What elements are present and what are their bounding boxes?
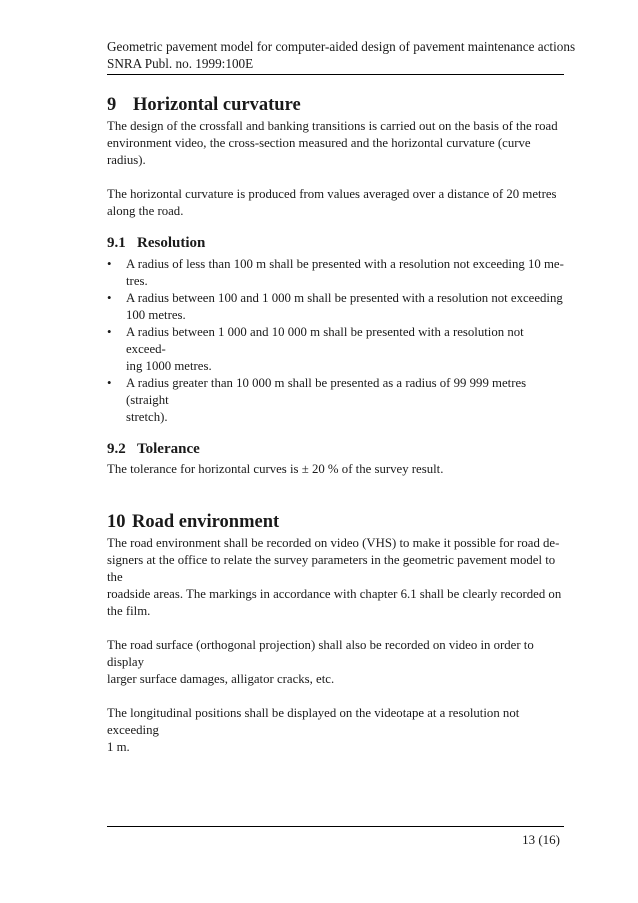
running-header <box>107 38 576 75</box>
text-line: tres. <box>126 274 148 288</box>
text-line: A radius greater than 10 000 m shall be presented as a radius of 99 999 metres (straight <box>126 376 527 407</box>
section-9-1-heading <box>107 233 564 253</box>
section-title: Resolution <box>137 235 206 251</box>
list-item <box>107 375 564 426</box>
text-line: The longitudinal positions shall be displayed on the videotape at a resolution not exceeding <box>107 706 520 737</box>
list-item <box>107 324 564 375</box>
text-line: A radius between 1 000 and 10 000 m shall be presented with a resolution not exceed- <box>126 325 524 356</box>
bullet-icon: • <box>107 325 112 339</box>
bullet-list <box>107 256 564 426</box>
section-title: Road environment <box>132 512 280 532</box>
text-line: A radius of less than 100 m shall be presented with a resolution not exceeding 10 me- <box>126 257 564 271</box>
page-content <box>107 38 576 756</box>
text-line: The road surface (orthogonal projection) shall also be recorded on video in order to display <box>107 638 534 669</box>
page-number: 13 (16) <box>522 832 560 847</box>
paragraph <box>107 705 564 756</box>
text-line: 100 metres. <box>126 308 186 322</box>
section-title: Horizontal curvature <box>133 95 301 115</box>
paragraph <box>107 535 564 620</box>
bullet-icon: • <box>107 257 112 271</box>
text-line: stretch). <box>126 410 168 424</box>
text-line: roadside areas. The markings in accordance with chapter 6.1 shall be clearly recorded on <box>107 587 562 601</box>
paragraph <box>107 637 564 688</box>
section-number: 9 <box>107 95 117 115</box>
bullet-icon: • <box>107 376 112 390</box>
page-footer <box>107 826 564 848</box>
section-number: 9.1 <box>107 235 126 251</box>
section-9-heading <box>107 94 564 116</box>
list-item <box>107 256 564 290</box>
section-title: Tolerance <box>137 441 200 457</box>
paragraph <box>107 186 564 220</box>
header-title: Geometric pavement model for computer-aided design of pavement maintenance actions <box>107 39 576 54</box>
text-line: ing 1000 metres. <box>126 359 212 373</box>
text-line: The design of the crossfall and banking transitions is carried out on the basis of the road <box>107 119 558 133</box>
section-number: 9.2 <box>107 441 126 457</box>
text-line: environment video, the cross-section measured and the horizontal curvature (curve radius). <box>107 136 531 167</box>
section-10-heading <box>107 511 564 533</box>
text-line: A radius between 100 and 1 000 m shall be presented with a resolution not exceeding <box>126 291 563 305</box>
text-line: the film. <box>107 604 151 618</box>
text-line: along the road. <box>107 204 184 218</box>
bullet-icon: • <box>107 291 112 305</box>
text-line: larger surface damages, alligator cracks, etc. <box>107 672 335 686</box>
list-item <box>107 290 564 324</box>
text-line: The horizontal curvature is produced from values averaged over a distance of 20 metres <box>107 187 557 201</box>
text-line: The road environment shall be recorded on video (VHS) to make it possible for road de- <box>107 536 560 550</box>
paragraph: The tolerance for horizontal curves is ± 20 % of the survey result. <box>107 462 444 476</box>
section-number: 10 <box>107 512 126 532</box>
header-publication: SNRA Publ. no. 1999:100E <box>107 56 254 71</box>
section-9-2-heading <box>107 439 564 459</box>
text-line: signers at the office to relate the survey parameters in the geometric pavement model to the <box>107 553 556 584</box>
paragraph <box>107 118 564 169</box>
text-line: 1 m. <box>107 740 130 754</box>
